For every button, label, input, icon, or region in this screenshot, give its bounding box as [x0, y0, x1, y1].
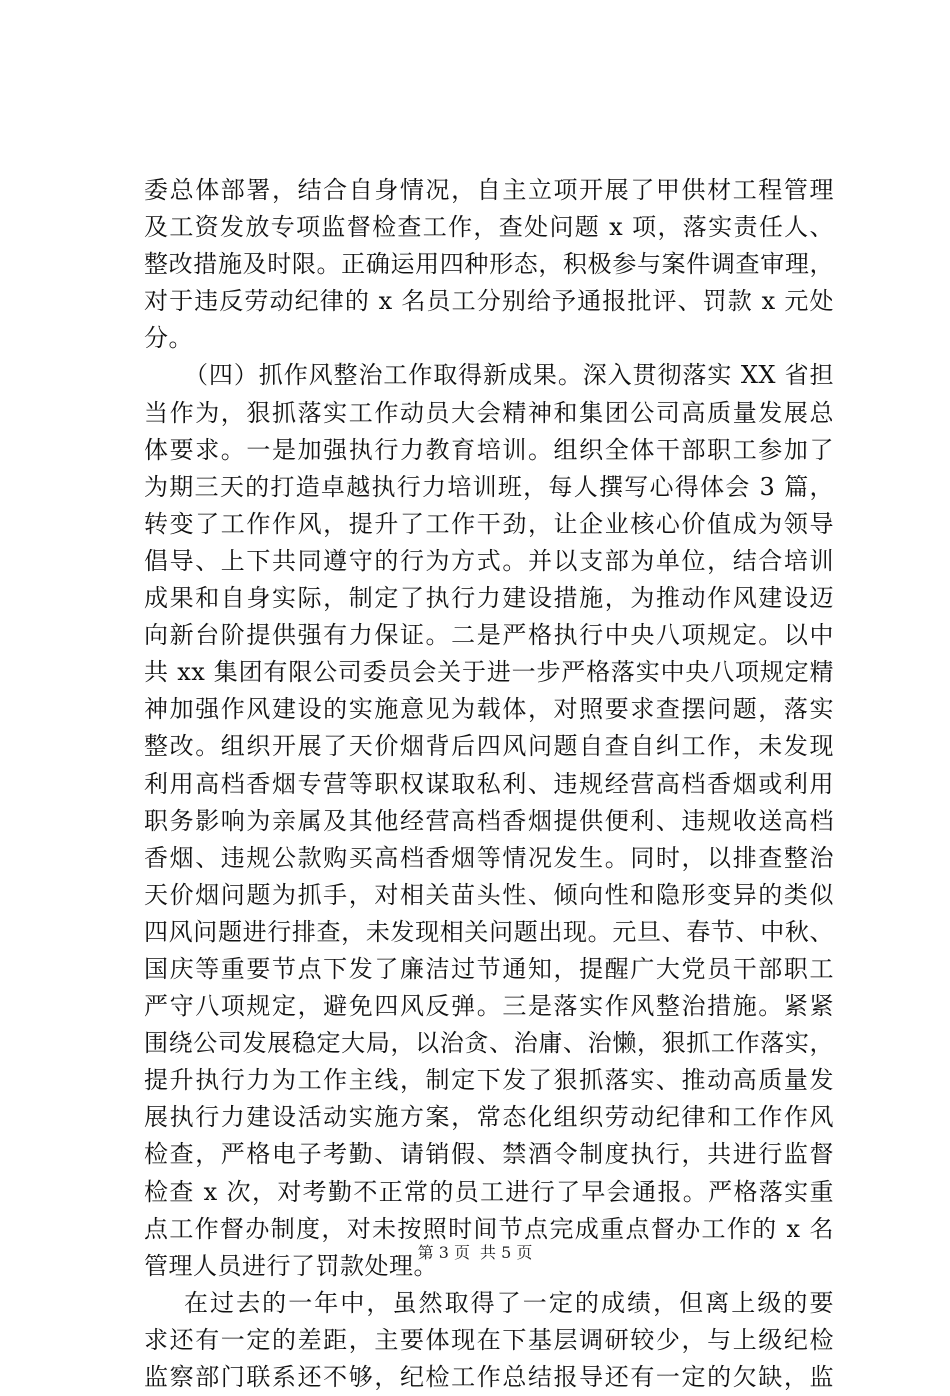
text-line: 天价烟问题为抓手，对相关苗头性、倾向性和隐形变异的类似 [144, 880, 834, 909]
text-line: 检查 x 次，对考勤不正常的员工进行了早会通报。严格落实重 [144, 1177, 834, 1206]
text-line: 展执行力建设活动实施方案，常态化组织劳动纪律和工作作风 [144, 1103, 834, 1132]
document-body [144, 172, 834, 1396]
page-number: 第 3 页 [417, 1243, 470, 1262]
text-line: 职务影响为亲属及其他经营高档香烟提供便利、违规收送高档 [144, 806, 834, 835]
text-line: 点工作督办制度，对未按照时间节点完成重点督办工作的 x 名 [144, 1214, 834, 1243]
text-line: 共 xx 集团有限公司委员会关于进一步严格落实中央八项规定精 [144, 658, 834, 687]
text-line: 围绕公司发展稳定大局，以治贪、治庸、治懒，狠抓工作落实， [144, 1029, 834, 1058]
text-line: 及工资发放专项监督检查工作，查处问题 x 项，落实责任人、 [144, 213, 834, 242]
text-line: 当作为，狠抓落实工作动员大会精神和集团公司高质量发展总 [144, 398, 834, 427]
text-line: 转变了工作作风，提升了工作干劲，让企业核心价值成为领导 [144, 509, 834, 538]
text-line: 严守八项规定，避免四风反弹。三是落实作风整治措施。紧紧 [144, 992, 834, 1021]
text-line: 国庆等重要节点下发了廉洁过节通知，提醒广大党员干部职工 [144, 954, 834, 983]
text-line: 分。 [144, 324, 193, 353]
text-line: 检查，严格电子考勤、请销假、禁酒令制度执行，共进行监督 [144, 1140, 834, 1169]
page-footer [0, 1243, 950, 1263]
text-line: 对于违反劳动纪律的 x 名员工分别给予通报批评、罚款 x 元处 [144, 287, 834, 316]
paragraph-start-line: 在过去的一年中，虽然取得了一定的成绩，但离上级的要 [184, 1288, 834, 1317]
text-line: 倡导、上下共同遵守的行为方式。并以支部为单位，结合培训 [144, 546, 834, 575]
text-line: 求还有一定的差距，主要体现在下基层调研较少，与上级纪检 [144, 1325, 834, 1354]
text-line: 整改。组织开展了天价烟背后四风问题自查自纠工作，未发现 [144, 732, 834, 761]
text-line: 体要求。一是加强执行力教育培训。组织全体干部职工参加了 [144, 435, 834, 464]
text-line: 四风问题进行排查，未发现相关问题出现。元旦、春节、中秋、 [144, 917, 834, 946]
text-line: 整改措施及时限。正确运用四种形态，积极参与案件调查审理， [144, 250, 834, 279]
text-line: 提升执行力为工作主线，制定下发了狠抓落实、推动高质量发 [144, 1066, 834, 1095]
text-line: 成果和自身实际，制定了执行力建设措施，为推动作风建设迈 [144, 584, 834, 613]
text-line: 委总体部署，结合自身情况，自主立项开展了甲供材工程管理 [144, 176, 834, 204]
text-line: 神加强作风建设的实施意见为载体，对照要求查摆问题，落实 [144, 695, 834, 724]
text-line: 利用高档香烟专营等职权谋取私利、违规经营高档香烟或利用 [144, 769, 834, 798]
text-line: 监察部门联系还不够，纪检工作总结报导还有一定的欠缺，监 [144, 1363, 834, 1391]
paragraph-start-line: （四）抓作风整治工作取得新成果。深入贯彻落实 XX 省担 [184, 361, 834, 390]
text-line: 管理人员进行了罚款处理。 [144, 1251, 438, 1280]
text-line: 向新台阶提供强有力保证。二是严格执行中央八项规定。以中 [144, 621, 834, 650]
text-line: 为期三天的打造卓越执行力培训班，每人撰写心得体会 3 篇， [144, 472, 834, 501]
text-line: 香烟、违规公款购买高档香烟等情况发生。同时，以排查整治 [144, 843, 834, 872]
page-total: 共 5 页 [480, 1243, 533, 1262]
